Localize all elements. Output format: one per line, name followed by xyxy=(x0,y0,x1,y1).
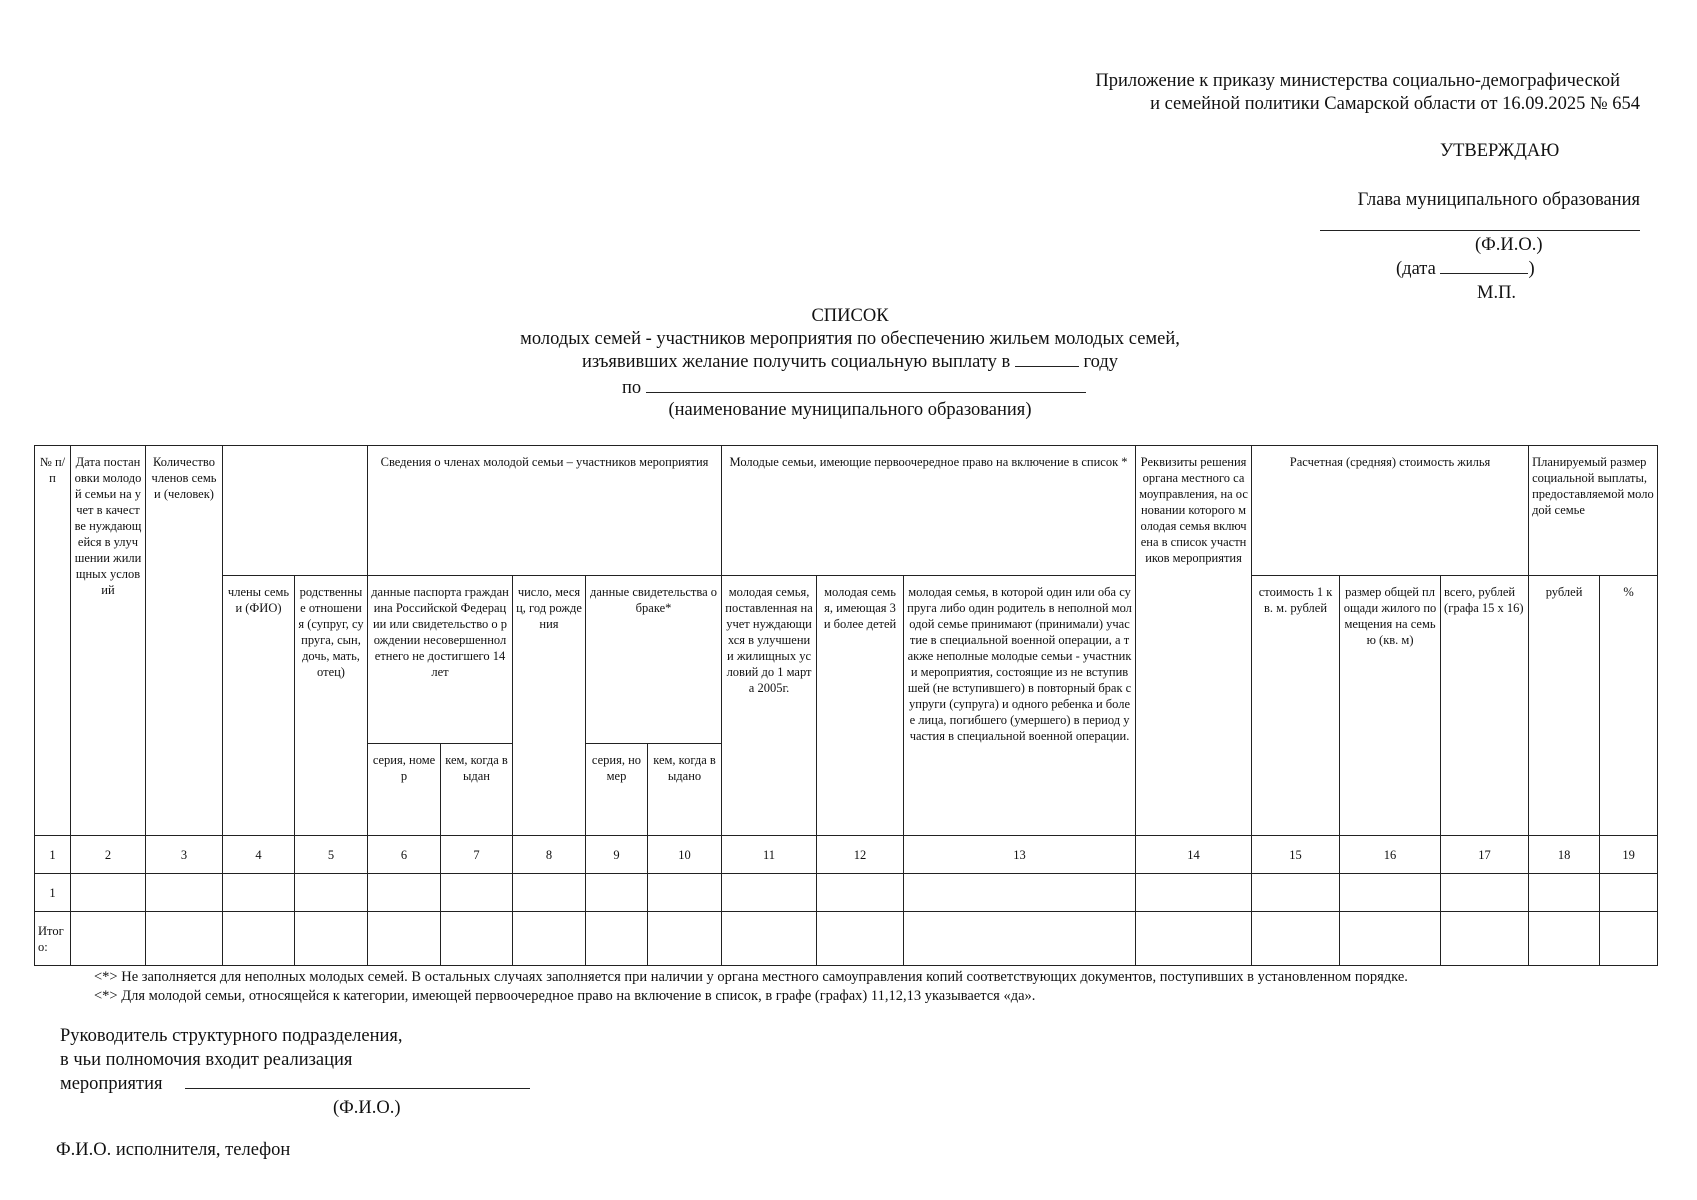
column-number: 13 xyxy=(904,836,1136,874)
column-number: 8 xyxy=(513,836,586,874)
table-cell xyxy=(1136,874,1252,912)
year-blank xyxy=(1015,366,1079,367)
table-cell xyxy=(368,874,441,912)
table-cell xyxy=(586,874,648,912)
header-priority-2005: молодая семья, поставленная на учет нуждающихся в улучшении жилищных условий до 1 марта 2005г. xyxy=(722,576,817,836)
table-cell xyxy=(586,912,648,966)
title-main: СПИСОК xyxy=(811,306,889,326)
column-number: 2 xyxy=(71,836,146,874)
table-cell xyxy=(722,874,817,912)
header-cost-group: Расчетная (средняя) стоимость жилья xyxy=(1252,446,1529,576)
signature-line-3 xyxy=(60,1072,530,1096)
column-number: 15 xyxy=(1252,836,1340,874)
date-suffix: ) xyxy=(1528,259,1535,279)
executor-label: Ф.И.О. исполнителя, телефон xyxy=(56,1140,291,1160)
families-table xyxy=(34,445,1658,966)
title-line-3a: изъявивших желание получить социальную выплату в xyxy=(581,352,1011,372)
header-passport-issued: кем, когда выдан xyxy=(441,744,513,836)
table-cell xyxy=(1340,912,1441,966)
table-cell xyxy=(1136,912,1252,966)
header-blank-group xyxy=(223,446,368,576)
column-number: 9 xyxy=(586,836,648,874)
table-cell xyxy=(648,912,722,966)
table-cell xyxy=(295,874,368,912)
stamp-label: М.П. xyxy=(1477,283,1517,303)
header-decision-details: Реквизиты решения органа местного самоуправления, на основании которого молодая семья включена в список участников мероприятия xyxy=(1136,446,1252,836)
table-cell xyxy=(1441,874,1529,912)
table-cell xyxy=(441,874,513,912)
column-numbers-row xyxy=(35,836,1658,874)
table-cell xyxy=(1600,874,1658,912)
header-payment-pct: % xyxy=(1600,576,1658,836)
signature-blank xyxy=(185,1088,530,1089)
header-passport: данные паспорта гражданина Российской Федерации или свидетельство о рождении несовершеннолетнего не достигшего 14 лет xyxy=(368,576,513,744)
municipality-prefix: по xyxy=(622,378,642,398)
column-number: 16 xyxy=(1340,836,1441,874)
table-cell xyxy=(146,912,223,966)
date-prefix: (дата xyxy=(1396,259,1436,279)
table-cell xyxy=(1600,912,1658,966)
appendix-line-1: Приложение к приказу министерства социально-демографической xyxy=(1095,71,1620,91)
header-cost-total: всего, рублей (графа 15 х 16) xyxy=(1441,576,1529,836)
total-label: Итого: xyxy=(35,912,71,966)
appendix-header xyxy=(900,70,1640,116)
head-signature-line xyxy=(1320,230,1640,231)
header-marriage-series: серия, номер xyxy=(586,744,648,836)
header-passport-series: серия, номер xyxy=(368,744,441,836)
header-birth-date: число, месяц, год рождения xyxy=(513,576,586,836)
footnote-1: <*> Не заполняется для неполных молодых семей. В остальных случаях заполняется при наличии у органа местного самоуправления копий соответствующих документов, поступивших в установленном порядке. xyxy=(94,969,1408,985)
header-priority-svo: молодая семья, в которой один или оба супруга либо один родитель в неполной молодой семье принимают (принимали) участие в специальной военной операции, а также неполные молодые семьи - участники мероприятия, состоящие из не вступившей (не вступившего) в повторный брак супруги (супруга) и одного ребенка и более лица, погибшего (умершего) в период участия в специальной военной операции. xyxy=(904,576,1136,836)
signature-block xyxy=(60,1024,530,1096)
table-cell xyxy=(1252,874,1340,912)
head-title: Глава муниципального образования xyxy=(1357,190,1640,210)
header-np: № п/п xyxy=(35,446,71,836)
column-number: 5 xyxy=(295,836,368,874)
title-line-3b: году xyxy=(1083,352,1119,372)
municipality-blank xyxy=(646,392,1086,393)
table-cell xyxy=(1529,874,1600,912)
date-field xyxy=(1396,258,1535,281)
table-cell xyxy=(1340,874,1441,912)
table-cell xyxy=(223,874,295,912)
table-cell xyxy=(441,912,513,966)
table-cell xyxy=(513,912,586,966)
appendix-line-2: и семейной политики Самарской области от 16.09.2025 № 654 xyxy=(1150,94,1640,114)
table-cell xyxy=(513,874,586,912)
table-cell xyxy=(722,912,817,966)
header-relation: родственные отношения (супруг, супруга, сын, дочь, мать, отец) xyxy=(295,576,368,836)
approve-label: УТВЕРЖДАЮ xyxy=(1440,141,1560,161)
table-cell xyxy=(295,912,368,966)
column-number: 14 xyxy=(1136,836,1252,874)
signature-line-2: в чьи полномочия входит реализация xyxy=(60,1050,353,1070)
header-area: размер общей площади жилого помещения на семью (кв. м) xyxy=(1340,576,1441,836)
header-family-count: Количество членов семьи (человек) xyxy=(146,446,223,836)
document-title xyxy=(300,305,1400,374)
head-fio-label: (Ф.И.О.) xyxy=(1475,235,1543,255)
column-number: 11 xyxy=(722,836,817,874)
column-number: 4 xyxy=(223,836,295,874)
table-cell xyxy=(904,874,1136,912)
row-number: 1 xyxy=(35,874,71,912)
column-number: 12 xyxy=(817,836,904,874)
header-members-group: Сведения о членах молодой семьи – участников мероприятия xyxy=(368,446,722,576)
column-number: 18 xyxy=(1529,836,1600,874)
footnotes xyxy=(94,968,1654,1006)
header-marriage-certificate: данные свидетельства о браке* xyxy=(586,576,722,744)
signature-line-3-text: мероприятия xyxy=(60,1074,163,1094)
title-line-2: молодых семей - участников мероприятия по обеспечению жильем молодых семей, xyxy=(520,329,1180,349)
table-cell xyxy=(146,874,223,912)
table-cell xyxy=(904,912,1136,966)
column-number: 17 xyxy=(1441,836,1529,874)
table-cell xyxy=(817,912,904,966)
header-payment-rub: рублей xyxy=(1529,576,1600,836)
municipality-caption: (наименование муниципального образования) xyxy=(668,400,1032,420)
total-row xyxy=(35,912,1658,966)
table-cell xyxy=(223,912,295,966)
table-row xyxy=(35,874,1658,912)
header-planned-payment: Планируемый размер социальной выплаты, предоставляемой молодой семье xyxy=(1529,446,1658,576)
title-line-3 xyxy=(300,351,1400,374)
header-cost-per-sqm: стоимость 1 кв. м. рублей xyxy=(1252,576,1340,836)
table-cell xyxy=(1529,912,1600,966)
footnote-2: <*> Для молодой семьи, относящейся к категории, имеющей первоочередное право на включение в список, в графе (графах) 11,12,13 указывается «да». xyxy=(94,988,1036,1004)
header-priority-large-family: молодая семья, имеющая 3 и более детей xyxy=(817,576,904,836)
table-cell xyxy=(368,912,441,966)
column-number: 1 xyxy=(35,836,71,874)
table-cell xyxy=(1441,912,1529,966)
column-number: 6 xyxy=(368,836,441,874)
table-cell xyxy=(71,912,146,966)
table-cell xyxy=(71,874,146,912)
signature-line-1: Руководитель структурного подразделения, xyxy=(60,1026,403,1046)
column-number: 19 xyxy=(1600,836,1658,874)
signature-fio-label: (Ф.И.О.) xyxy=(333,1098,401,1118)
header-marriage-issued: кем, когда выдано xyxy=(648,744,722,836)
header-registration-date: Дата постановки молодой семьи на учет в качестве нуждающейся в улучшении жилищных условий xyxy=(71,446,146,836)
column-number: 7 xyxy=(441,836,513,874)
table-cell xyxy=(817,874,904,912)
table-cell xyxy=(1252,912,1340,966)
column-number: 10 xyxy=(648,836,722,874)
date-blank xyxy=(1440,273,1528,274)
header-member-fio: члены семьи (ФИО) xyxy=(223,576,295,836)
column-number: 3 xyxy=(146,836,223,874)
header-priority-group: Молодые семьи, имеющие первоочередное право на включение в список * xyxy=(722,446,1136,576)
table-cell xyxy=(648,874,722,912)
municipality-field xyxy=(622,377,1086,400)
